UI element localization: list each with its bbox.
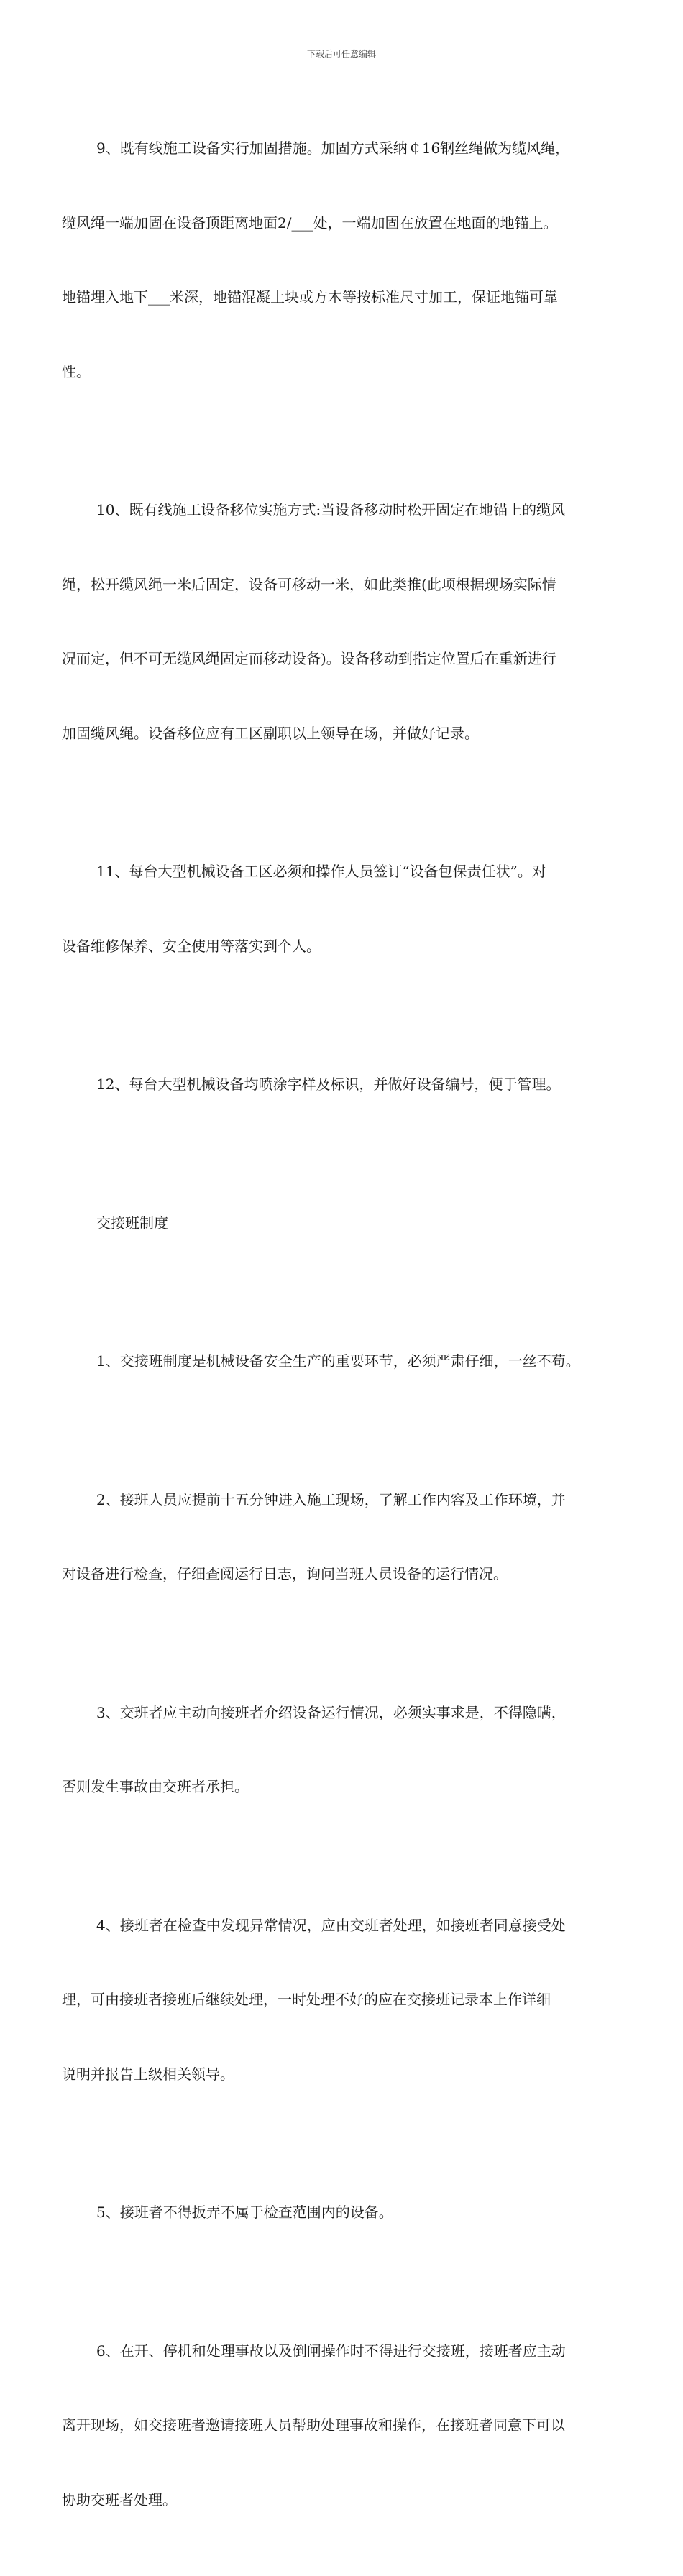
paragraph-line: 否则发生事故由交班者承担。 — [62, 1778, 249, 1795]
paragraph-line: 说明并报告上级相关领导。 — [62, 2065, 234, 2083]
paragraph-line: 3、交班者应主动向接班者介绍设备运行情况，必须实事求是，不得隐瞒， — [96, 1703, 566, 1721]
paragraph-line: 1、交接班制度是机械设备安全生产的重要环节，必须严肃仔细，一丝不苟。 — [96, 1352, 580, 1370]
paragraph-handover-5 — [62, 2150, 630, 2275]
paragraph-handover-6 — [62, 2289, 630, 2562]
paragraph-line: 设备维修保养、安全使用等落实到个人。 — [62, 937, 321, 955]
paragraph-line: 协助交班者处理。 — [62, 2490, 177, 2508]
paragraph-line: 况而定，但不可无缆风绳固定而移动设备)。设备移动到指定位置后在重新进行 — [62, 650, 556, 667]
paragraph-line: 6、在开、停机和处理事故以及倒闸操作时不得进行交接班，接班者应主动 — [96, 2342, 566, 2360]
paragraph-line: 性。 — [62, 362, 91, 380]
paragraph-line: 4、接班者在检查中发现异常情况，应由交班者处理，如接班者同意接受处 — [96, 1916, 566, 1934]
paragraph-line: 9、既有线施工设备实行加固措施。加固方式采纳￠16钢丝绳做为缆风绳， — [96, 139, 570, 157]
paragraph-line: 对设备进行检查，仔细查阅运行日志，询问当班人员设备的运行情况。 — [62, 1565, 508, 1582]
paragraph-line: 理，可由接班者接班后继续处理，一时处理不好的应在交接班记录本上作详细 — [62, 1991, 551, 2008]
paragraph-handover-1 — [62, 1299, 630, 1424]
paragraph-line: 11、每台大型机械设备工区必须和操作人员签订“设备包保责任状”。对 — [96, 863, 546, 880]
section-heading-text: 交接班制度 — [96, 1214, 168, 1232]
paragraph-item-12 — [62, 1022, 630, 1147]
paragraph-item-9 — [62, 86, 630, 434]
paragraph-line: 绳，松开缆风绳一米后固定，设备可移动一米，如此类推(此项根据现场实际情 — [62, 575, 556, 593]
paragraph-line: 12、每台大型机械设备均喷涂字样及标识，并做好设备编号，便于管理。 — [96, 1076, 561, 1093]
paragraph-item-11 — [62, 810, 630, 1008]
paragraph-line: 离开现场，如交接班者邀请接班人员帮助处理事故和操作，在接班者同意下可以 — [62, 2416, 565, 2434]
paragraph-line: 2、接班人员应提前十五分钟进入施工现场，了解工作内容及工作环境，并 — [96, 1490, 566, 1508]
paragraph-line: 缆风绳一端加固在设备顶距离地面2/___处，一端加固在放置在地面的地锚上。 — [62, 214, 558, 232]
paragraph-handover-2 — [62, 1438, 630, 1636]
paragraph-line: 地锚埋入地下___米深，地锚混凝土块或方木等按标准尺寸加工，保证地锚可靠 — [62, 288, 558, 306]
paragraph-line: 加固缆风绳。设备移位应有工区副职以上领导在场，并做好记录。 — [62, 724, 479, 742]
document-body — [62, 86, 630, 2576]
page-header-note: 下载后可任意编辑 — [306, 49, 376, 59]
paragraph-handover-4 — [62, 1864, 630, 2137]
paragraph-line: 10、既有线施工设备移位实施方式:当设备移动时松开固定在地锚上的缆风 — [96, 501, 566, 518]
section-heading-handover — [62, 1161, 630, 1285]
paragraph-line: 5、接班者不得扳弄不属于检查范围内的设备。 — [96, 2204, 393, 2221]
paragraph-handover-3 — [62, 1651, 630, 1849]
paragraph-item-10 — [62, 448, 630, 795]
